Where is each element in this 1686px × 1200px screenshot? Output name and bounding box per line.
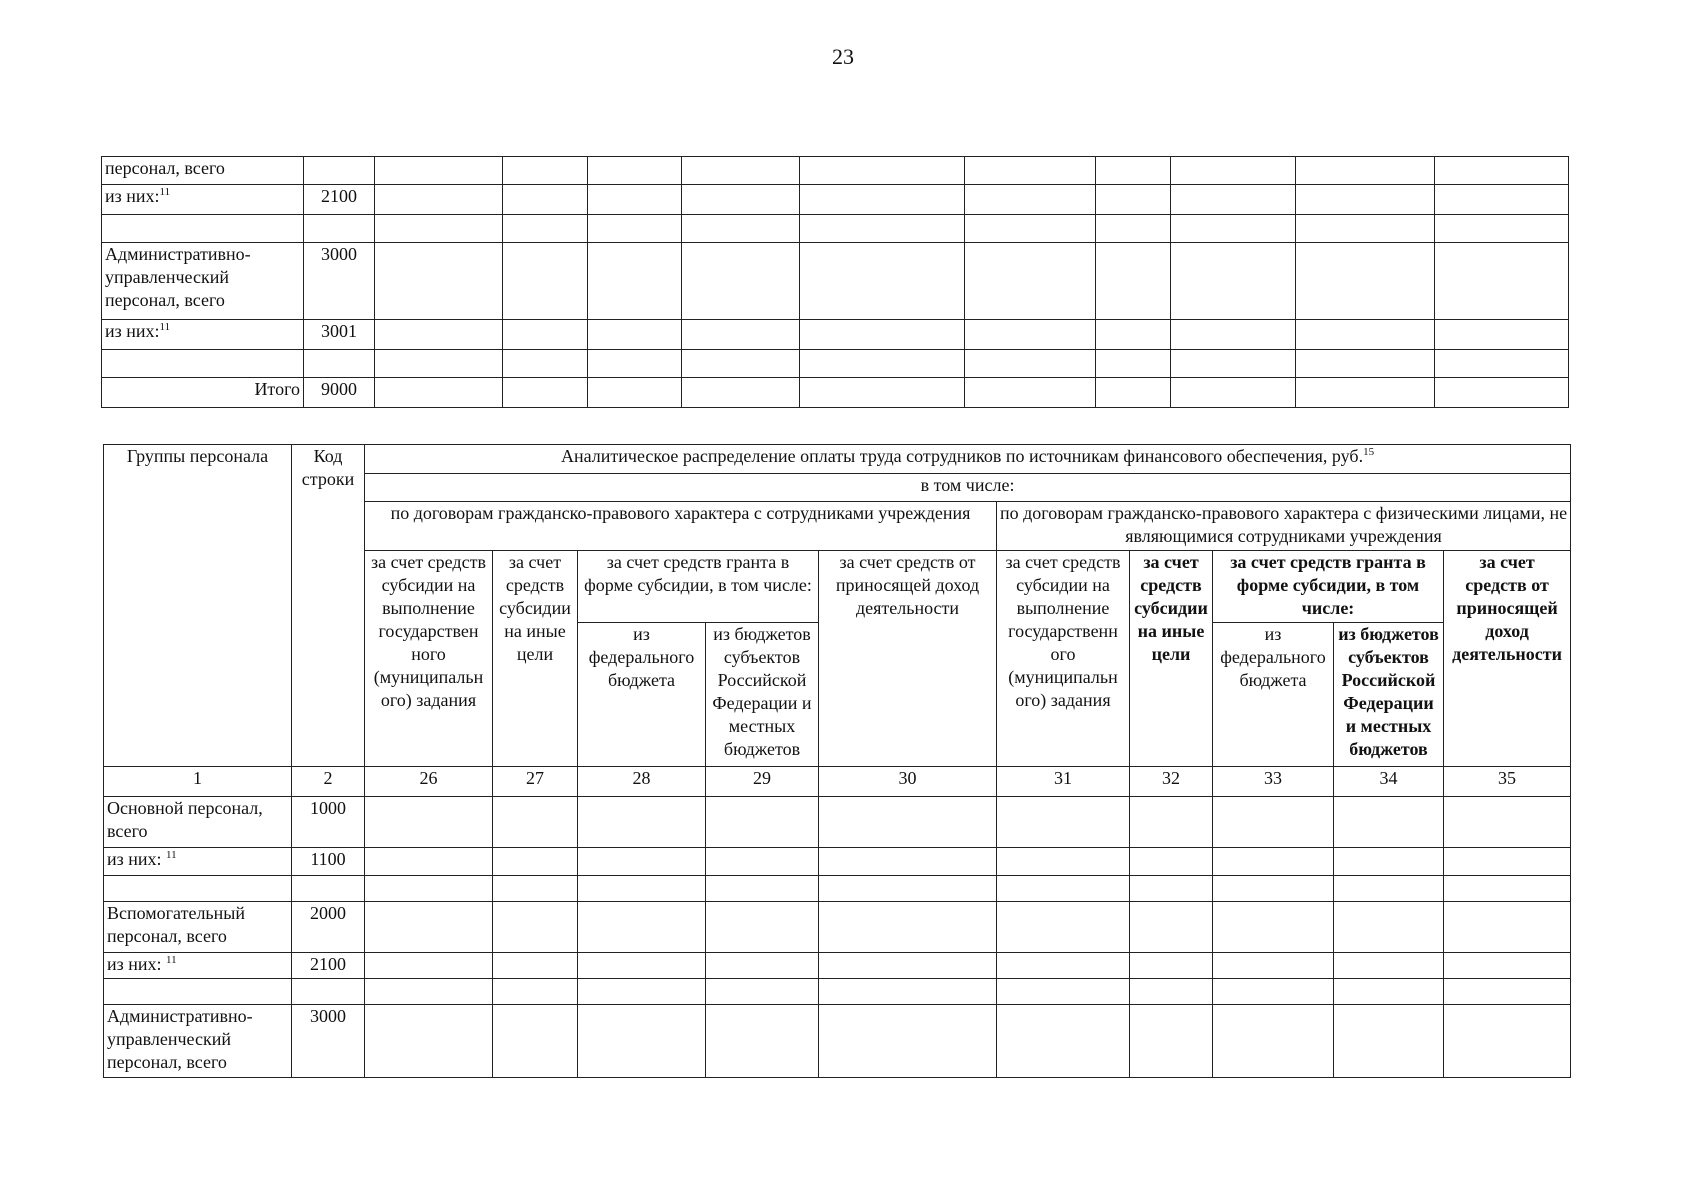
- table-row: [104, 876, 1571, 902]
- table-row: [104, 902, 1571, 953]
- header-grant-b: за счет средств гранта в форме субсидии, в том числе:: [1213, 551, 1444, 623]
- header-grant-a: за счет средств гранта в форме субсидии, в том числе:: [578, 551, 819, 623]
- column-numbers-row: [104, 767, 1571, 797]
- header-income-b: за счет средств от приносящей доход деятельности: [1444, 551, 1571, 767]
- bottom-table: [103, 444, 1571, 1078]
- col-num: 26: [365, 767, 493, 797]
- table-row: [102, 185, 1569, 215]
- row-code: 1100: [292, 848, 365, 876]
- table-row: [102, 215, 1569, 243]
- row-label: Административно-управленческий персонал, всего: [102, 243, 304, 320]
- row-label: Административно-управленческий персонал, всего: [104, 1005, 292, 1078]
- total-code: 9000: [304, 378, 375, 408]
- table-row: [102, 157, 1569, 185]
- col-num: 29: [706, 767, 819, 797]
- header-grant-reg-a: из бюджетов субъектов Российской Федерации и местных бюджетов: [706, 623, 819, 767]
- table-row: [102, 350, 1569, 378]
- row-code: 1000: [292, 797, 365, 848]
- row-label: из них:$^{11}$: [102, 185, 304, 215]
- col-num: 2: [292, 767, 365, 797]
- row-code: 3000: [304, 243, 375, 320]
- header-group: Группы персонала: [104, 445, 292, 767]
- table-row: [104, 1005, 1571, 1078]
- table-row: [104, 979, 1571, 1005]
- header-group-a: по договорам гражданско-правового характера с сотрудниками учреждения: [365, 502, 997, 551]
- col-num: 28: [578, 767, 706, 797]
- row-label: Вспомогательный персонал, всего: [104, 902, 292, 953]
- table-row: [104, 953, 1571, 979]
- row-code: 3000: [292, 1005, 365, 1078]
- col-num: 35: [1444, 767, 1571, 797]
- header-group-b: по договорам гражданско-правового характера с физическими лицами, не являющимися сотрудниками учреждения: [997, 502, 1571, 551]
- col-num: 1: [104, 767, 292, 797]
- top-table: [101, 156, 1569, 408]
- header-grant-reg-b: из бюджетов субъектов Российской Федерации и местных бюджетов: [1334, 623, 1444, 767]
- row-code: 3001: [304, 320, 375, 350]
- col-num: 32: [1130, 767, 1213, 797]
- col-num: 34: [1334, 767, 1444, 797]
- page-number: 23: [832, 44, 854, 69]
- col-num: 30: [819, 767, 997, 797]
- header-other-b: за счет средств субсидии на иные цели: [1130, 551, 1213, 767]
- row-label: из них:$^{11}$: [102, 320, 304, 350]
- header-main: Аналитическое распределение оплаты труда сотрудников по источникам финансового обеспечения, руб.$^{15}$: [365, 445, 1571, 474]
- header-other-a: за счет средств субсидии на иные цели: [493, 551, 578, 767]
- total-label: Итого: [102, 378, 304, 408]
- table-row: [102, 243, 1569, 320]
- row-label: из них: $^{11}$: [104, 953, 292, 979]
- row-code: 2100: [304, 185, 375, 215]
- row-code: 2100: [292, 953, 365, 979]
- col-num: 27: [493, 767, 578, 797]
- table-row: [102, 320, 1569, 350]
- table-row: [104, 848, 1571, 876]
- row-label: Основной персонал, всего: [104, 797, 292, 848]
- row-label: из них: $^{11}$: [104, 848, 292, 876]
- header-grant-fed-b: из федерального бюджета: [1213, 623, 1334, 767]
- table-row: [104, 797, 1571, 848]
- header-incl: в том числе:: [365, 474, 1571, 502]
- header-state-task-b: за счет средств субсидии на выполнение государственн ого (муниципальн ого) задания: [997, 551, 1130, 767]
- row-label: персонал, всего: [102, 157, 304, 185]
- col-num: 33: [1213, 767, 1334, 797]
- table-row: [102, 378, 1569, 408]
- col-num: 31: [997, 767, 1130, 797]
- header-code: Код строки: [292, 445, 365, 767]
- header-income-a: за счет средств от приносящей доход деятельности: [819, 551, 997, 767]
- row-code: 2000: [292, 902, 365, 953]
- header-grant-fed-a: из федерального бюджета: [578, 623, 706, 767]
- header-state-task-a: за счет средств субсидии на выполнение государствен ного (муниципальн ого) задания: [365, 551, 493, 767]
